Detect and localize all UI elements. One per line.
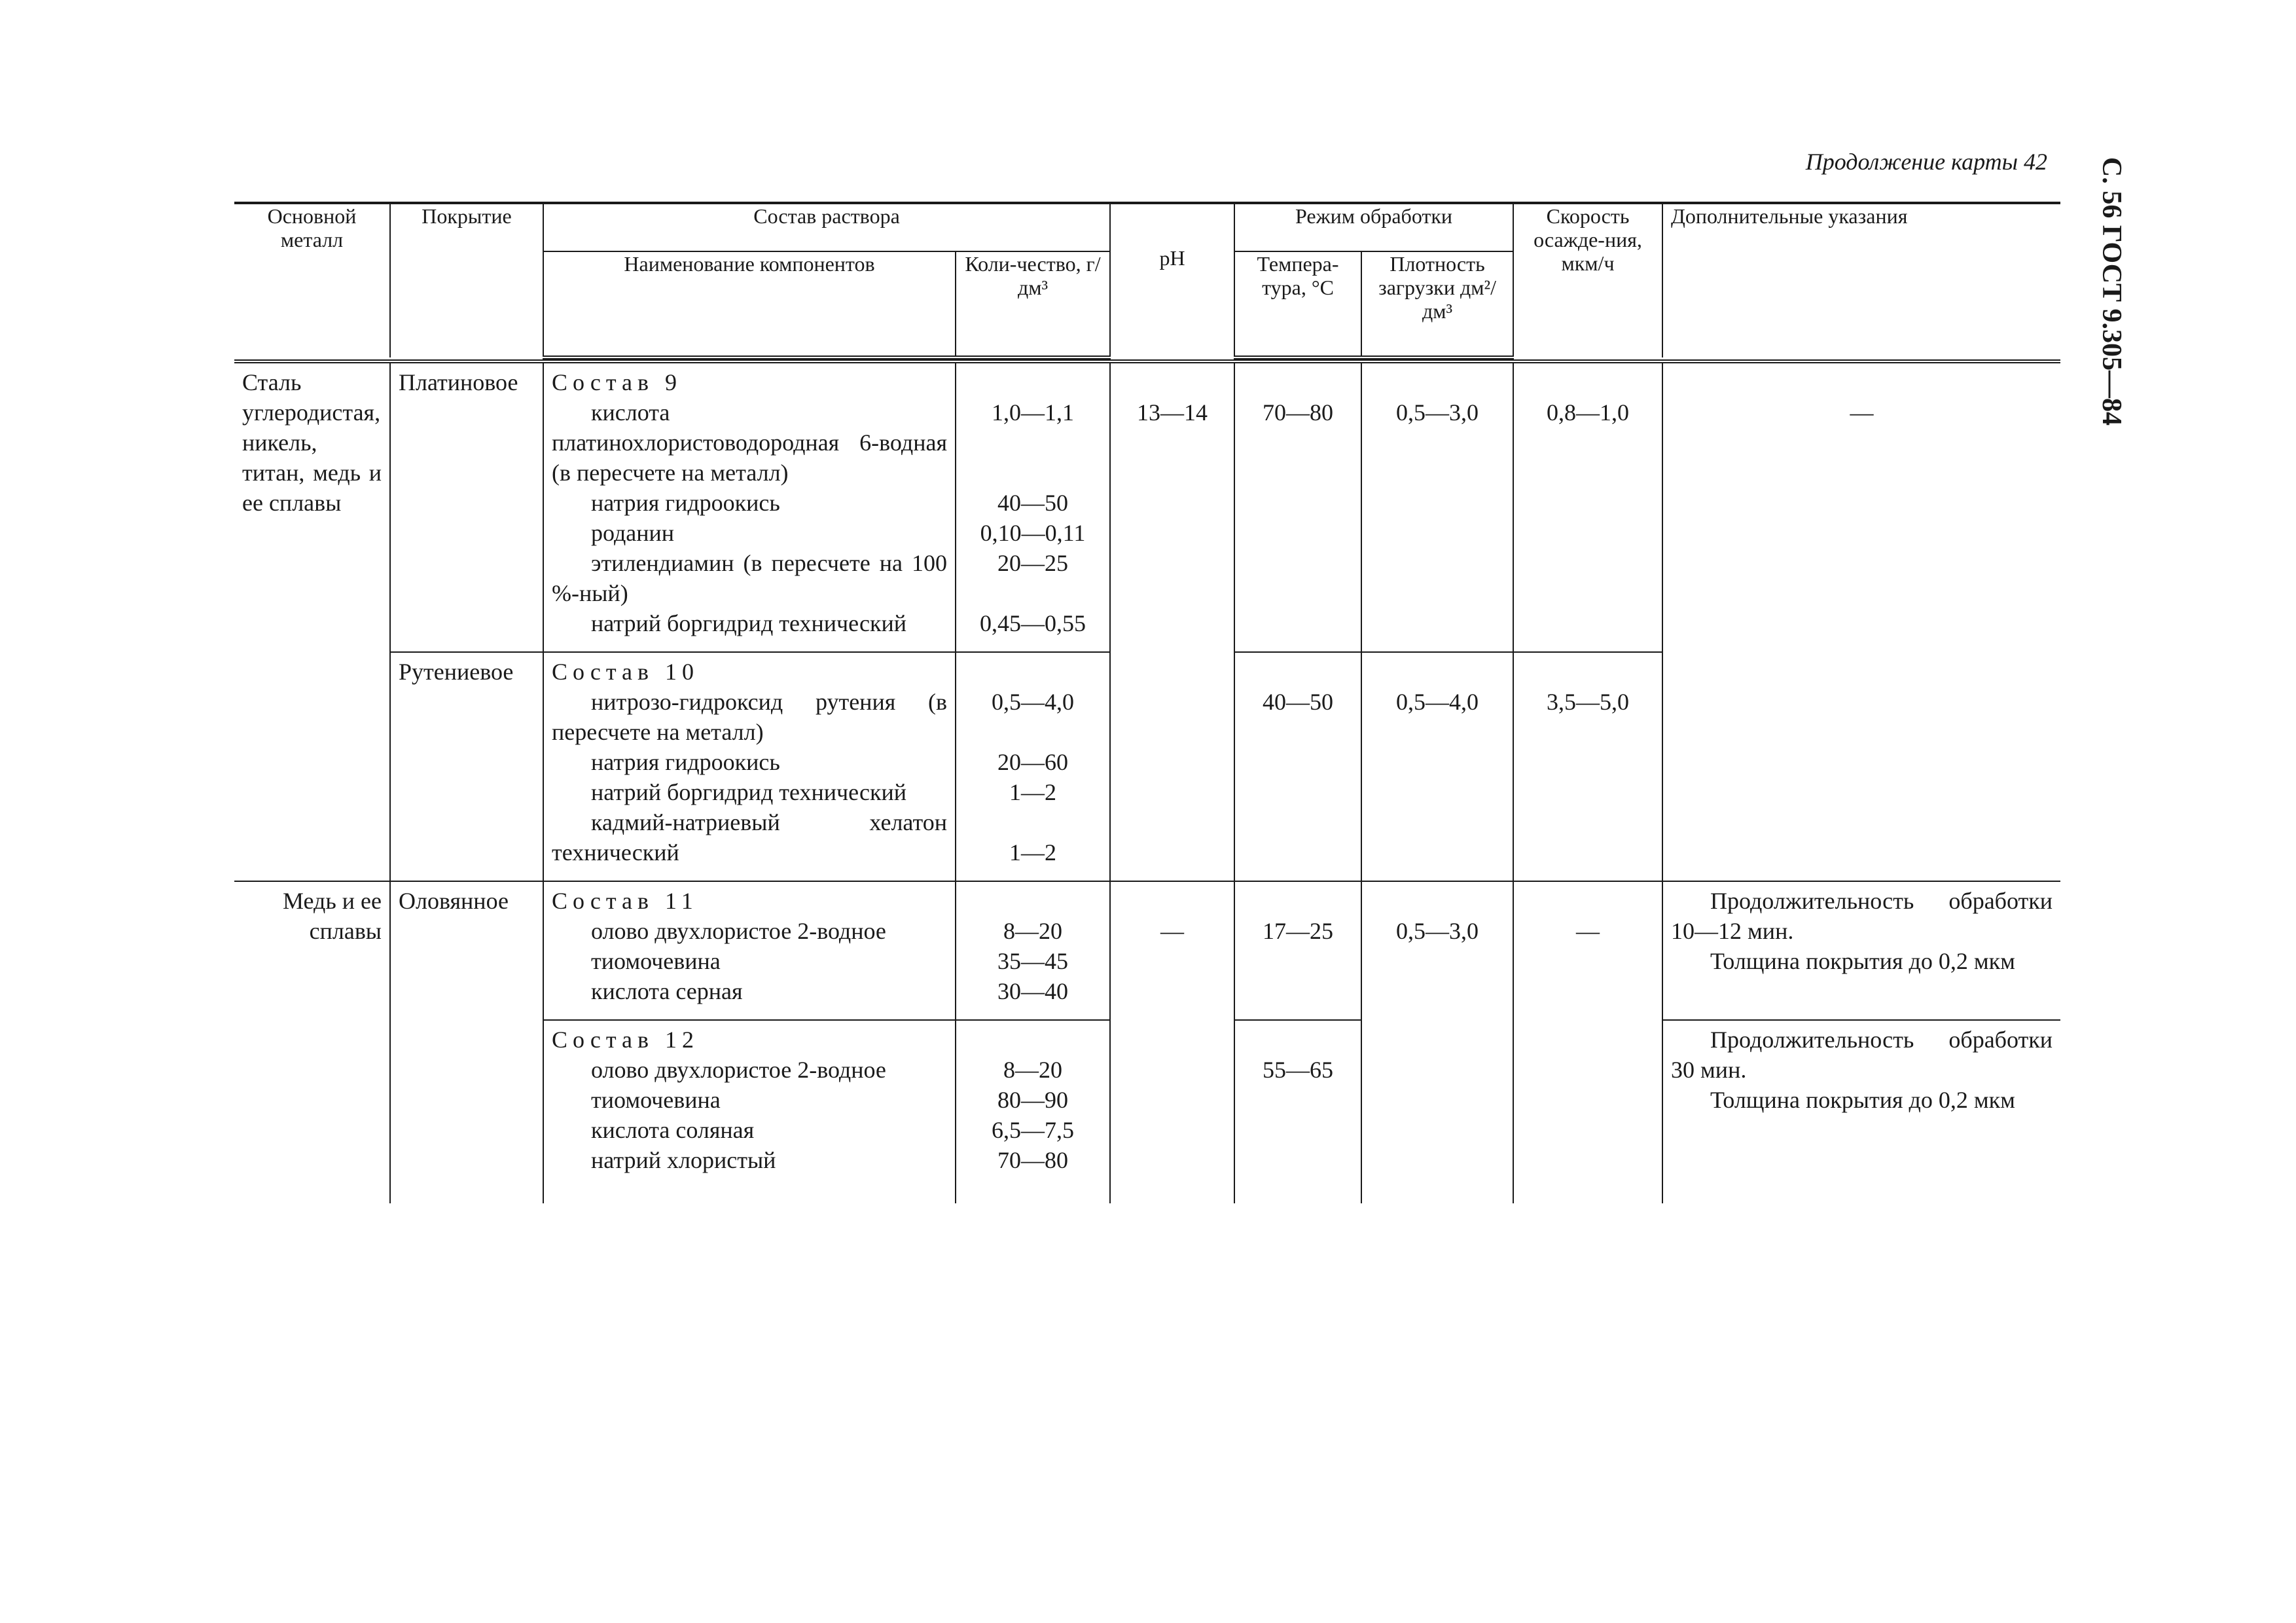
component-name: кадмий-натриевый хелатон технический xyxy=(552,809,947,866)
component-qty: 40—50 xyxy=(997,490,1068,516)
components-cell xyxy=(543,1020,956,1203)
table-row xyxy=(234,361,2060,652)
composition-title: Состав 11 xyxy=(552,888,698,914)
rate-value: 0,8—1,0 xyxy=(1547,399,1630,426)
load-density-value: 0,5—4,0 xyxy=(1396,689,1479,715)
rate-cell xyxy=(1513,881,1662,1203)
notes-cell xyxy=(1662,1020,2060,1203)
coating-text: Оловянное xyxy=(399,888,509,914)
component-name: натрия гидроокись xyxy=(591,749,780,775)
notes-line: Продолжительность обработки 30 мин. xyxy=(1671,1027,2053,1083)
header-mode: Режим обработки xyxy=(1234,203,1513,251)
component-name: натрий боргидрид технический xyxy=(591,610,907,636)
component-qty: 1,0—1,1 xyxy=(992,399,1074,426)
components-cell xyxy=(543,881,956,1020)
component-name: этилендиамин (в пересчете на 100 %-ный) xyxy=(552,550,947,606)
rate-cell xyxy=(1513,361,1662,652)
notes-line: Толщина покрытия до 0,2 мкм xyxy=(1710,1087,2015,1113)
component-qty: 80—90 xyxy=(997,1087,1068,1113)
quantities-cell xyxy=(956,361,1110,652)
temperature-value: 17—25 xyxy=(1263,918,1334,944)
ph-cell xyxy=(1110,881,1234,1203)
coating-text: Платиновое xyxy=(399,369,518,395)
quantities-cell xyxy=(956,881,1110,1020)
header-component-name: Наименование компонентов xyxy=(543,251,956,357)
component-name: кислота соляная xyxy=(591,1117,755,1143)
table-row xyxy=(234,881,2060,1020)
temperature-value: 40—50 xyxy=(1263,689,1334,715)
component-qty: 0,45—0,55 xyxy=(980,610,1086,636)
header-base-metal: Основной металл xyxy=(234,203,390,357)
coating-table xyxy=(234,202,2060,1203)
notes-value: — xyxy=(1850,399,1874,426)
continuation-label: Продолжение карты 42 xyxy=(1805,149,2047,175)
base-metal-cell xyxy=(234,881,390,1203)
base-metal-cell xyxy=(234,361,390,881)
rate-value: 3,5—5,0 xyxy=(1547,689,1630,715)
side-page-header xyxy=(2094,157,2134,458)
component-name: тиомочевина xyxy=(591,1087,721,1113)
header-rate: Скорость осажде-ния, мкм/ч xyxy=(1513,203,1662,357)
component-name: тиомочевина xyxy=(591,948,721,974)
base-metal-text: Медь и ее сплавы xyxy=(283,888,382,944)
temperature-cell xyxy=(1234,652,1361,881)
notes-cell xyxy=(1662,361,2060,881)
load-density-value: 0,5—3,0 xyxy=(1396,399,1479,426)
coating-cell xyxy=(390,361,543,652)
load-density-value: 0,5—3,0 xyxy=(1396,918,1479,944)
load-density-cell xyxy=(1361,652,1513,881)
coating-cell xyxy=(390,881,543,1203)
component-qty: 20—25 xyxy=(997,550,1068,576)
component-name: натрий боргидрид технический xyxy=(591,779,907,805)
quantities-cell xyxy=(956,652,1110,881)
component-name: роданин xyxy=(591,520,675,546)
component-qty: 30—40 xyxy=(997,978,1068,1004)
component-qty: 70—80 xyxy=(997,1147,1068,1173)
component-qty: 35—45 xyxy=(997,948,1068,974)
header-load-density: Плотность загрузки дм²/дм³ xyxy=(1361,251,1513,357)
component-qty: 20—60 xyxy=(997,749,1068,775)
rate-value: — xyxy=(1576,918,1600,944)
header-notes: Дополнительные указания xyxy=(1662,203,2060,357)
component-name: олово двухлористое 2-водное xyxy=(591,918,886,944)
composition-title: Состав 9 xyxy=(552,369,683,395)
component-name: натрий хлористый xyxy=(591,1147,776,1173)
component-name: олово двухлористое 2-водное xyxy=(591,1057,886,1083)
temperature-cell xyxy=(1234,361,1361,652)
load-density-cell xyxy=(1361,361,1513,652)
temperature-value: 55—65 xyxy=(1263,1057,1334,1083)
composition-title: Состав 10 xyxy=(552,659,700,685)
components-cell xyxy=(543,652,956,881)
component-name: нитрозо-гидроксид рутения (в пересчете на металл) xyxy=(552,689,947,745)
notes-line: Продолжительность обработки 10—12 мин. xyxy=(1671,888,2053,944)
header-ph: pH xyxy=(1110,203,1234,357)
quantities-cell xyxy=(956,1020,1110,1203)
rate-cell xyxy=(1513,652,1662,881)
header-quantity: Коли-чество, г/дм³ xyxy=(956,251,1110,357)
notes-cell xyxy=(1662,881,2060,1020)
component-qty: 0,10—0,11 xyxy=(980,520,1086,546)
notes-line: Толщина покрытия до 0,2 мкм xyxy=(1710,948,2015,974)
composition-title: Состав 12 xyxy=(552,1027,700,1053)
component-qty: 8—20 xyxy=(1003,918,1062,944)
load-density-cell xyxy=(1361,881,1513,1203)
component-qty: 1—2 xyxy=(1009,779,1056,805)
components-cell xyxy=(543,361,956,652)
component-name: кислота платинохлористоводородная 6-водная (в пересчете на металл) xyxy=(552,399,947,486)
ph-value: 13—14 xyxy=(1137,399,1208,426)
temperature-cell xyxy=(1234,1020,1361,1203)
component-name: кислота серная xyxy=(591,978,743,1004)
temperature-cell xyxy=(1234,881,1361,1020)
component-qty: 0,5—4,0 xyxy=(992,689,1074,715)
coating-text: Рутениевое xyxy=(399,659,514,685)
header-solution: Состав раствора xyxy=(543,203,1110,251)
coating-cell xyxy=(390,652,543,881)
temperature-value: 70—80 xyxy=(1263,399,1334,426)
header-coating: Покрытие xyxy=(390,203,543,357)
ph-cell xyxy=(1110,361,1234,881)
side-page-header-text: С. 56 ГОСТ 9.305—84 xyxy=(2096,157,2126,426)
header-temperature: Темпера-тура, °C xyxy=(1234,251,1361,357)
component-qty: 6,5—7,5 xyxy=(992,1117,1074,1143)
component-qty: 1—2 xyxy=(1009,839,1056,866)
base-metal-text: Сталь углеродистая, никель, титан, медь и ее сплавы xyxy=(242,369,382,516)
component-qty: 8—20 xyxy=(1003,1057,1062,1083)
component-name: натрия гидроокись xyxy=(591,490,780,516)
ph-value: — xyxy=(1160,918,1185,944)
